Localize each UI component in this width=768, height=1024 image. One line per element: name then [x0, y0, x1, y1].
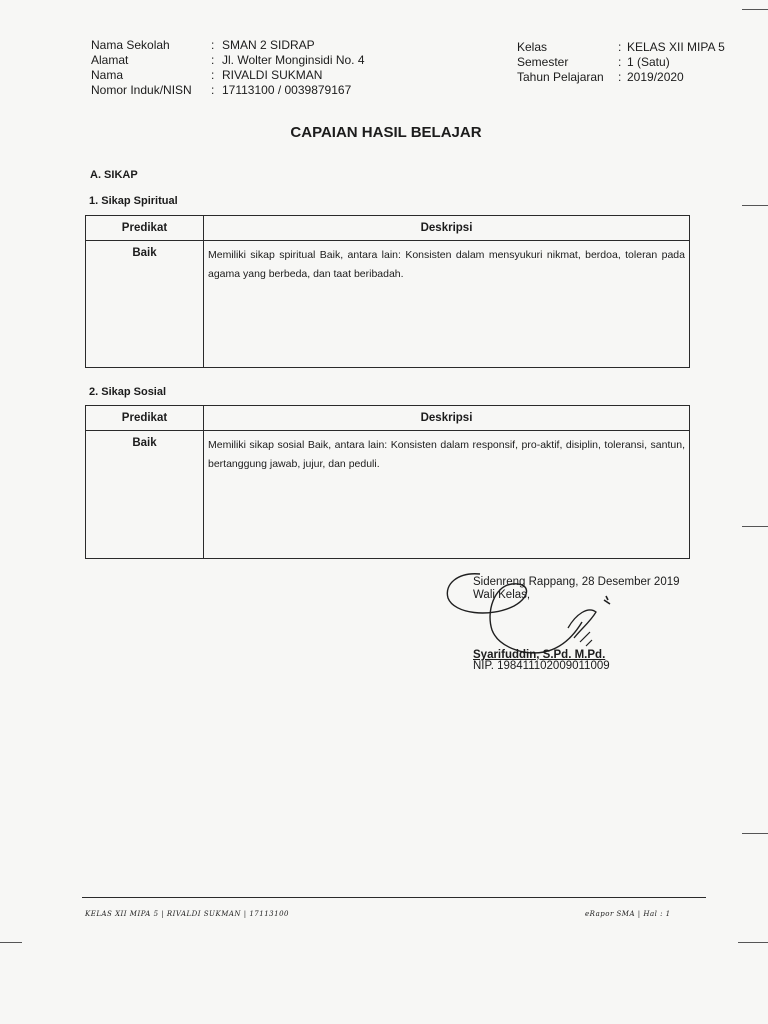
- sosial-table: [85, 405, 690, 559]
- info-label: Semester: [517, 55, 569, 69]
- info-label: Nomor Induk/NISN: [91, 83, 192, 97]
- column-header-deskripsi: Deskripsi: [204, 406, 690, 431]
- scan-mark: [0, 942, 22, 943]
- info-label: Nama Sekolah: [91, 38, 170, 52]
- info-value: KELAS XII MIPA 5: [627, 40, 725, 54]
- column-header-predikat: Predikat: [86, 406, 204, 431]
- info-value: SMAN 2 SIDRAP: [222, 38, 315, 52]
- predikat-cell: Baik: [86, 431, 204, 559]
- info-label: Alamat: [91, 53, 129, 67]
- info-label: Nama: [91, 68, 124, 82]
- info-value: Jl. Wolter Monginsidi No. 4: [222, 53, 365, 67]
- signatory-name: Syarifuddin, S.Pd. M.Pd.: [473, 649, 606, 661]
- info-sep: :: [211, 83, 215, 97]
- spiritual-table: [85, 215, 690, 368]
- section-heading: A. SIKAP: [90, 169, 138, 181]
- predikat-cell: Baik: [86, 241, 204, 368]
- footer-left: KELAS XII MIPA 5 | RIVALDI SUKMAN | 17113100: [85, 910, 289, 918]
- info-value: 2019/2020: [627, 70, 684, 84]
- footer-right: eRapor SMA | Hal : 1: [585, 910, 671, 918]
- footer-divider: [82, 897, 706, 898]
- info-sep: :: [211, 68, 215, 82]
- info-sep: :: [618, 70, 622, 84]
- info-label: Tahun Pelajaran: [517, 70, 604, 84]
- info-value: 1 (Satu): [627, 55, 670, 69]
- deskripsi-cell: Memiliki sikap spiritual Baik, antara lain: Konsisten dalam mensyukuri nikmat, berdoa, toleran pada agama yang berbeda, dan taat beribadah.: [204, 241, 690, 368]
- info-value: 17113100 / 0039879167: [222, 83, 352, 97]
- info-label: Kelas: [517, 40, 548, 54]
- signature-role: Wali Kelas,: [473, 589, 531, 601]
- info-sep: :: [618, 55, 622, 69]
- info-value: RIVALDI SUKMAN: [222, 68, 323, 82]
- sosial-heading: 2. Sikap Sosial: [89, 386, 167, 398]
- info-sep: :: [618, 40, 622, 54]
- scan-mark: [738, 942, 768, 943]
- signature-place-date: Sidenreng Rappang, 28 Desember 2019: [473, 576, 680, 588]
- spiritual-heading: 1. Sikap Spiritual: [89, 195, 178, 207]
- deskripsi-cell: Memiliki sikap sosial Baik, antara lain: Konsisten dalam responsif, pro-aktif, disiplin, toleransi, santun, bertanggung jawab, jujur, dan peduli.: [204, 431, 690, 559]
- column-header-predikat: Predikat: [86, 216, 204, 241]
- info-sep: :: [211, 53, 215, 67]
- column-header-deskripsi: Deskripsi: [204, 216, 690, 241]
- info-sep: :: [211, 38, 215, 52]
- scan-mark: [742, 833, 768, 834]
- page-title: CAPAIAN HASIL BELAJAR: [290, 124, 482, 141]
- signatory-nip: NIP. 198411102009011009: [473, 660, 610, 672]
- scan-mark: [742, 526, 768, 527]
- scan-mark: [742, 9, 768, 10]
- scan-mark: [742, 205, 768, 206]
